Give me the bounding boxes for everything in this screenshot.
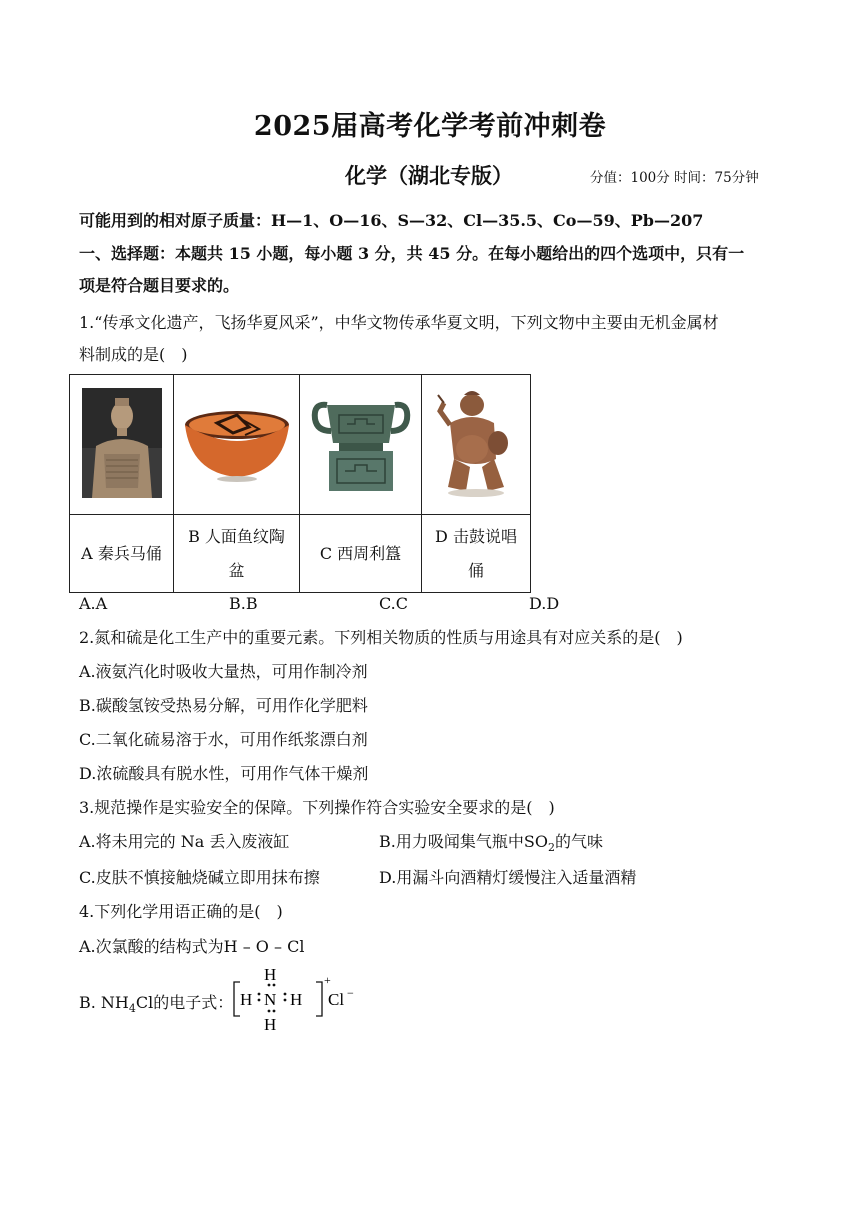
q4-option-b[interactable]: B. $NH_4Cl$的电子式： bbox=[79, 993, 234, 1016]
q4-option-a[interactable]: A.次氯酸的结构式为H – O – Cl bbox=[79, 937, 305, 956]
section-instructions-line2: 项是符合题目要求的。 bbox=[79, 276, 240, 295]
fish-pattern-pottery-image bbox=[174, 375, 300, 515]
q3-option-d[interactable]: D.用漏斗向酒精灯缓慢注入适量酒精 bbox=[379, 868, 637, 887]
artifact-caption-c: C 西周利簋 bbox=[300, 515, 422, 593]
q2-option-c[interactable]: C.二氧化硫易溶于水，可用作纸浆漂白剂 bbox=[79, 730, 368, 749]
q1-option-d[interactable]: D.D bbox=[529, 594, 560, 613]
q1-option-a[interactable]: A.A bbox=[79, 594, 108, 613]
lewis-h-right: H bbox=[290, 990, 303, 1009]
lewis-h-bottom: H bbox=[264, 1015, 277, 1034]
q1-option-b[interactable]: B.B bbox=[229, 594, 258, 613]
ammonium-chloride-lewis-structure bbox=[230, 962, 360, 1034]
page-subtitle: 化学（湖北专版） bbox=[345, 163, 513, 188]
q1-option-c[interactable]: C.C bbox=[379, 594, 408, 613]
q2-option-b[interactable]: B.碳酸氢铵受热易分解，可用作化学肥料 bbox=[79, 696, 368, 715]
q3-stem: 3.规范操作是实验安全的保障。下列操作符合实验安全要求的是( ) bbox=[79, 798, 555, 817]
q3-option-c[interactable]: C.皮肤不慎接触烧碱立即用抹布擦 bbox=[79, 868, 320, 887]
bronze-gui-vessel-image bbox=[300, 375, 422, 515]
lewis-n: N bbox=[264, 990, 277, 1009]
lewis-h-left: H bbox=[240, 990, 253, 1009]
score-time-info: 分值：100分 时间：75分钟 bbox=[590, 170, 759, 186]
lewis-minus-charge: − bbox=[347, 986, 354, 1000]
q3-option-a[interactable]: A.将未用完的 Na 丢入废液缸 bbox=[79, 832, 290, 851]
lewis-h-top: H bbox=[264, 965, 277, 984]
artifact-caption-a: A 秦兵马俑 bbox=[70, 515, 174, 593]
q2-option-a[interactable]: A.液氨汽化时吸收大量热，可用作制冷剂 bbox=[79, 662, 368, 681]
atomic-masses: 可能用到的相对原子质量：H—1、O—16、S—32、Cl—35.5、Co—59、Pb—207 bbox=[79, 211, 704, 230]
page-title: 2025届高考化学考前冲刺卷 bbox=[253, 111, 607, 142]
artifact-caption-b: B 人面鱼纹陶 盆 bbox=[174, 515, 300, 593]
lewis-chloride: Cl bbox=[328, 990, 345, 1009]
drummer-figurine-image bbox=[422, 375, 531, 515]
section-instructions-line1: 一、选择题：本题共 15 小题，每小题 3 分，共 45 分。在每小题给出的四个选项中，只有一 bbox=[79, 244, 745, 263]
q1-stem-line1: 1.“传承文化遗产，飞扬华夏风采”，中华文物传承华夏文明，下列文物中主要由无机金属材 bbox=[79, 313, 719, 332]
q2-stem: 2.氮和硫是化工生产中的重要元素。下列相关物质的性质与用途具有对应关系的是( ) bbox=[79, 628, 683, 647]
artifact-caption-d: D 击鼓说唱 俑 bbox=[422, 515, 531, 593]
terracotta-warrior-image bbox=[70, 375, 174, 515]
q1-stem-line2: 料制成的是( ) bbox=[79, 345, 188, 364]
q2-option-d[interactable]: D.浓硫酸具有脱水性，可用作气体干燥剂 bbox=[79, 764, 369, 783]
q3-option-b[interactable]: B.用力吸闻集气瓶中$SO_2$的气味 bbox=[379, 832, 603, 855]
q4-stem: 4.下列化学用语正确的是( ) bbox=[79, 902, 283, 921]
artifact-table bbox=[69, 374, 531, 593]
lewis-plus-charge: + bbox=[324, 973, 331, 987]
